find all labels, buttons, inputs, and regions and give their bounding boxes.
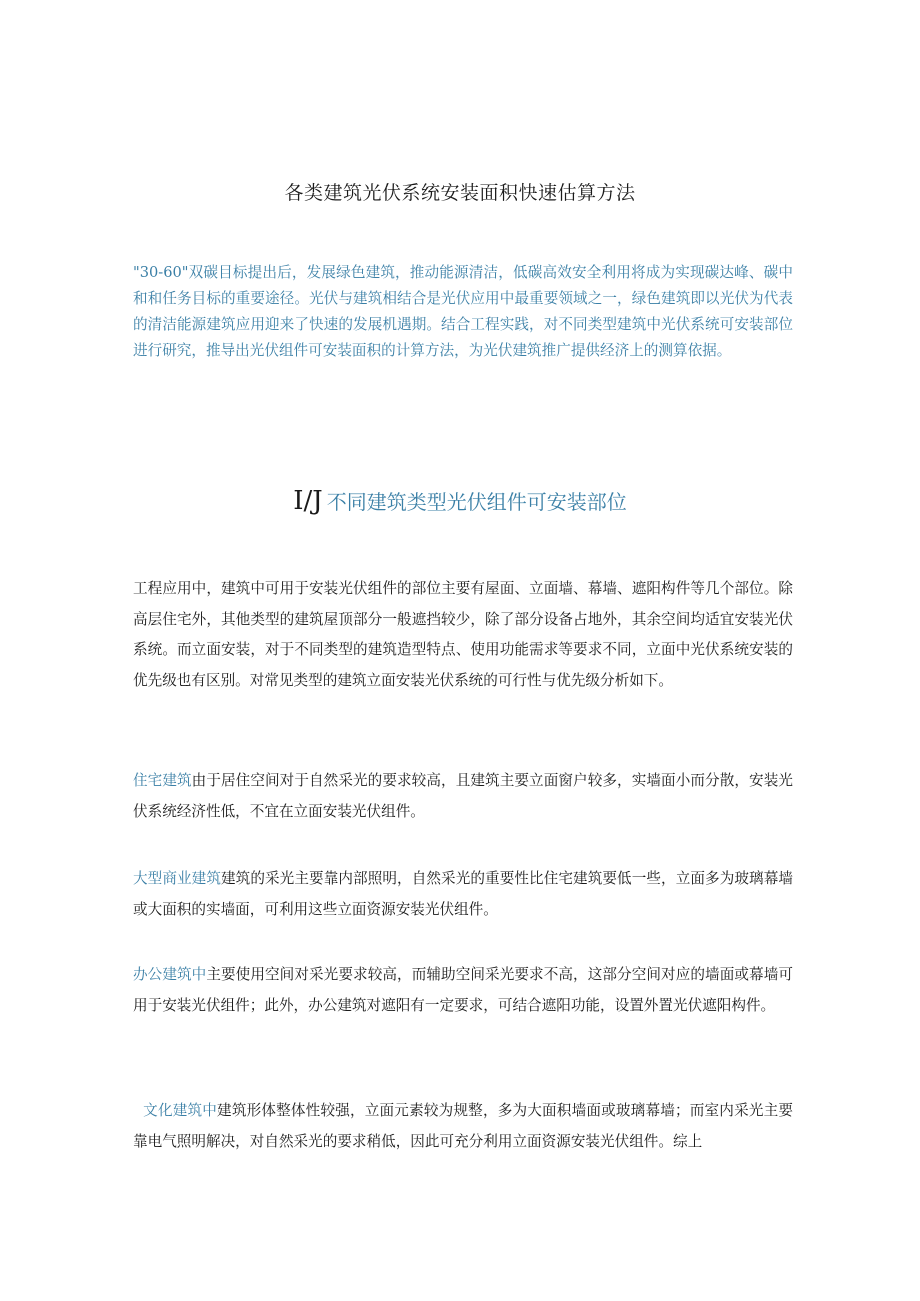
paragraph-lead-term: 大型商业建筑	[133, 870, 222, 887]
body-paragraph-office	[133, 960, 793, 1021]
document-title: 各类建筑光伏系统安装面积快速估算方法	[284, 182, 636, 204]
paragraph-text: 建筑形体整体性较强，立面元素较为规整，多为大面积墙面或玻璃幕墙；而室内采光主要靠电气照明解决，对自然采光的要求稍低，因此可充分利用立面资源安装光伏组件。综上	[133, 1102, 793, 1150]
body-paragraph-1	[133, 574, 793, 696]
paragraph-lead-term: 办公建筑中	[133, 966, 207, 983]
paragraph-text: 由于居住空间对于自然采光的要求较高，且建筑主要立面窗户较多，实墙面小而分散，安装光伏系统经济性低，不宜在立面安装光伏组件。	[133, 772, 793, 820]
body-paragraph-commercial	[133, 864, 793, 925]
body-paragraph-residential	[133, 766, 793, 827]
section-title: 不同建筑类型光伏组件可安装部位	[326, 490, 627, 514]
body-paragraph-cultural	[133, 1096, 793, 1157]
paragraph-text: 工程应用中，建筑中可用于安装光伏组件的部位主要有屋面、立面墙、幕墙、遮阳构件等几个部位。除高层住宅外，其他类型的建筑屋顶部分一般遮挡较少，除了部分设备占地外，其余空间均适宜安装光伏系统。而立面安装，对于不同类型的建筑造型特点、使用功能需求等要求不同，立面中光伏系统安装的优先级也有区别。对常见类型的建筑立面安装光伏系统的可行性与优先级分析如下。	[133, 580, 793, 689]
section-number: I/J	[293, 486, 323, 516]
paragraph-lead-term: 住宅建筑	[133, 772, 192, 789]
section-heading	[0, 486, 920, 516]
paragraph-text: 建筑的采光主要靠内部照明，自然采光的重要性比住宅建筑要低一些，立面多为玻璃幕墙或大面积的实墙面，可利用这些立面资源安装光伏组件。	[133, 870, 793, 918]
abstract-paragraph: "30-60"双碳目标提出后，发展绿色建筑，推动能源清洁，低碳高效安全利用将成为实现碳达峰、碳中和和任务目标的重要途径。光伏与建筑相结合是光伏应用中最重要领域之一，绿色建筑即以光伏为代表的清洁能源建筑应用迎来了快速的发展机遇期。结合工程实践，对不同类型建筑中光伏系统可安装部位进行研究，推导出光伏组件可安装面积的计算方法，为光伏建筑推广提供经济上的测算依据。	[133, 264, 793, 359]
paragraph-lead-term: 文化建筑中	[143, 1102, 218, 1119]
paragraph-text: 主要使用空间对采光要求较高，而辅助空间采光要求不高，这部分空间对应的墙面或幕墙可用于安装光伏组件；此外，办公建筑对遮阳有一定要求，可结合遮阳功能，设置外置光伏遮阳构件。	[133, 966, 793, 1014]
